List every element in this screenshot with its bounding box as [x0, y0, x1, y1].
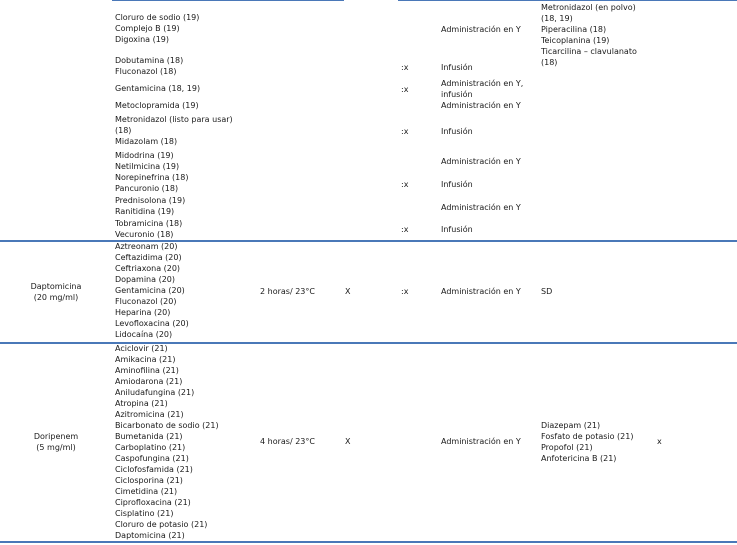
x-mark: X	[345, 437, 351, 446]
compat-item: Metoclopramida (19)	[115, 101, 199, 110]
incompat-item: Ticarcilina – clavulanato	[541, 47, 637, 56]
compat-item: Vecuronio (18)	[115, 230, 174, 239]
admin-route: Administración en Y	[441, 287, 521, 296]
compat-item: Midazolam (18)	[115, 137, 178, 146]
compat-item: Carboplatino (21)	[115, 443, 186, 452]
compat-item: Cimetidina (21)	[115, 487, 178, 496]
compat-item: Aztreonam (20)	[115, 242, 178, 251]
top-rule-right	[398, 0, 737, 1]
compat-item: Gentamicina (20)	[115, 286, 185, 295]
row-divider	[0, 240, 737, 242]
incompat-item: Teicoplanina (19)	[541, 36, 610, 45]
stability: 4 horas/ 23°C	[260, 437, 315, 446]
compat-item: Ceftazidima (20)	[115, 253, 182, 262]
x-mark: :x	[401, 180, 409, 189]
admin-route: Infusión	[441, 63, 473, 72]
compat-item: Azitromicina (21)	[115, 410, 184, 419]
admin-route: infusión	[441, 90, 473, 99]
incompat-item: SD	[541, 287, 553, 296]
compat-item: Cloruro de sodio (19)	[115, 13, 200, 22]
compat-item: Ranitidina (19)	[115, 207, 175, 216]
x-mark: :x	[401, 63, 409, 72]
admin-route: Administración en Y	[441, 157, 521, 166]
x-mark: :x	[401, 287, 409, 296]
compat-item: Complejo B (19)	[115, 24, 180, 33]
incompat-item: Piperacilina (18)	[541, 25, 607, 34]
compat-item: Netilmicina (19)	[115, 162, 180, 171]
compat-item: Ciprofloxacina (21)	[115, 498, 191, 507]
row-divider	[0, 541, 737, 543]
compat-item: Gentamicina (18, 19)	[115, 84, 201, 93]
incompat-item: Fosfato de potasio (21)	[541, 432, 634, 441]
compat-item: Metronidazol (listo para usar)	[115, 115, 233, 124]
x-mark: :x	[401, 225, 409, 234]
compat-item: Lidocaína (20)	[115, 330, 173, 339]
drug-name: Doripenem	[33, 432, 79, 441]
compat-item: Heparina (20)	[115, 308, 171, 317]
compat-item: Bicarbonato de sodio (21)	[115, 421, 219, 430]
admin-route: Infusión	[441, 225, 473, 234]
drug-concentration: (5 mg/ml)	[36, 443, 76, 452]
stability: 2 horas/ 23°C	[260, 287, 315, 296]
compat-item: Aniludafungina (21)	[115, 388, 195, 397]
admin-route: Administración en Y,	[441, 79, 524, 88]
row-divider	[0, 342, 737, 344]
compat-item: Daptomicina (21)	[115, 531, 185, 540]
incompat-item: (18)	[541, 58, 558, 67]
admin-route: Infusión	[441, 127, 473, 136]
compat-item: Fluconazol (18)	[115, 67, 177, 76]
compat-item: Atropina (21)	[115, 399, 168, 408]
compat-item: Ciclofosfamida (21)	[115, 465, 193, 474]
compat-item: Cisplatino (21)	[115, 509, 174, 518]
compat-item: Pancuronio (18)	[115, 184, 179, 193]
compat-item: Caspofungina (21)	[115, 454, 189, 463]
incompat-item: Metronidazol (en polvo)	[541, 3, 636, 12]
compat-item: Tobramicina (18)	[115, 219, 183, 228]
compat-item: Dobutamina (18)	[115, 56, 184, 65]
compat-item: (18)	[115, 126, 132, 135]
compat-item: Amikacina (21)	[115, 355, 176, 364]
x-mark: X	[345, 287, 351, 296]
admin-route: Administración en Y	[441, 101, 521, 110]
compat-item: Ceftriaxona (20)	[115, 264, 181, 273]
drug-name: Daptomicina	[30, 282, 82, 291]
compat-item: Norepinefrina (18)	[115, 173, 189, 182]
compat-item: Digoxina (19)	[115, 35, 170, 44]
x-mark: :x	[401, 85, 409, 94]
x-mark: :x	[401, 127, 409, 136]
compat-item: Cloruro de potasio (21)	[115, 520, 208, 529]
compat-item: Ciclosporina (21)	[115, 476, 183, 485]
admin-route: Infusión	[441, 180, 473, 189]
compat-item: Amiodarona (21)	[115, 377, 183, 386]
admin-route: Administración en Y	[441, 203, 521, 212]
compat-item: Fluconazol (20)	[115, 297, 177, 306]
admin-route: Administración en Y	[441, 25, 521, 34]
compat-item: Dopamina (20)	[115, 275, 175, 284]
compat-item: Aminofilina (21)	[115, 366, 179, 375]
compat-item: Aciclovir (21)	[115, 344, 168, 353]
incompat-item: Propofol (21)	[541, 443, 593, 452]
compat-item: Bumetanida (21)	[115, 432, 183, 441]
x-mark: x	[657, 437, 662, 446]
admin-route: Administración en Y	[441, 437, 521, 446]
compat-item: Midodrina (19)	[115, 151, 174, 160]
incompat-item: (18, 19)	[541, 14, 573, 23]
compat-item: Prednisolona (19)	[115, 196, 186, 205]
incompat-item: Diazepam (21)	[541, 421, 601, 430]
top-rule-left	[112, 0, 344, 1]
compat-item: Levofloxacina (20)	[115, 319, 189, 328]
incompat-item: Anfotericina B (21)	[541, 454, 617, 463]
drug-concentration: (20 mg/ml)	[33, 293, 79, 302]
